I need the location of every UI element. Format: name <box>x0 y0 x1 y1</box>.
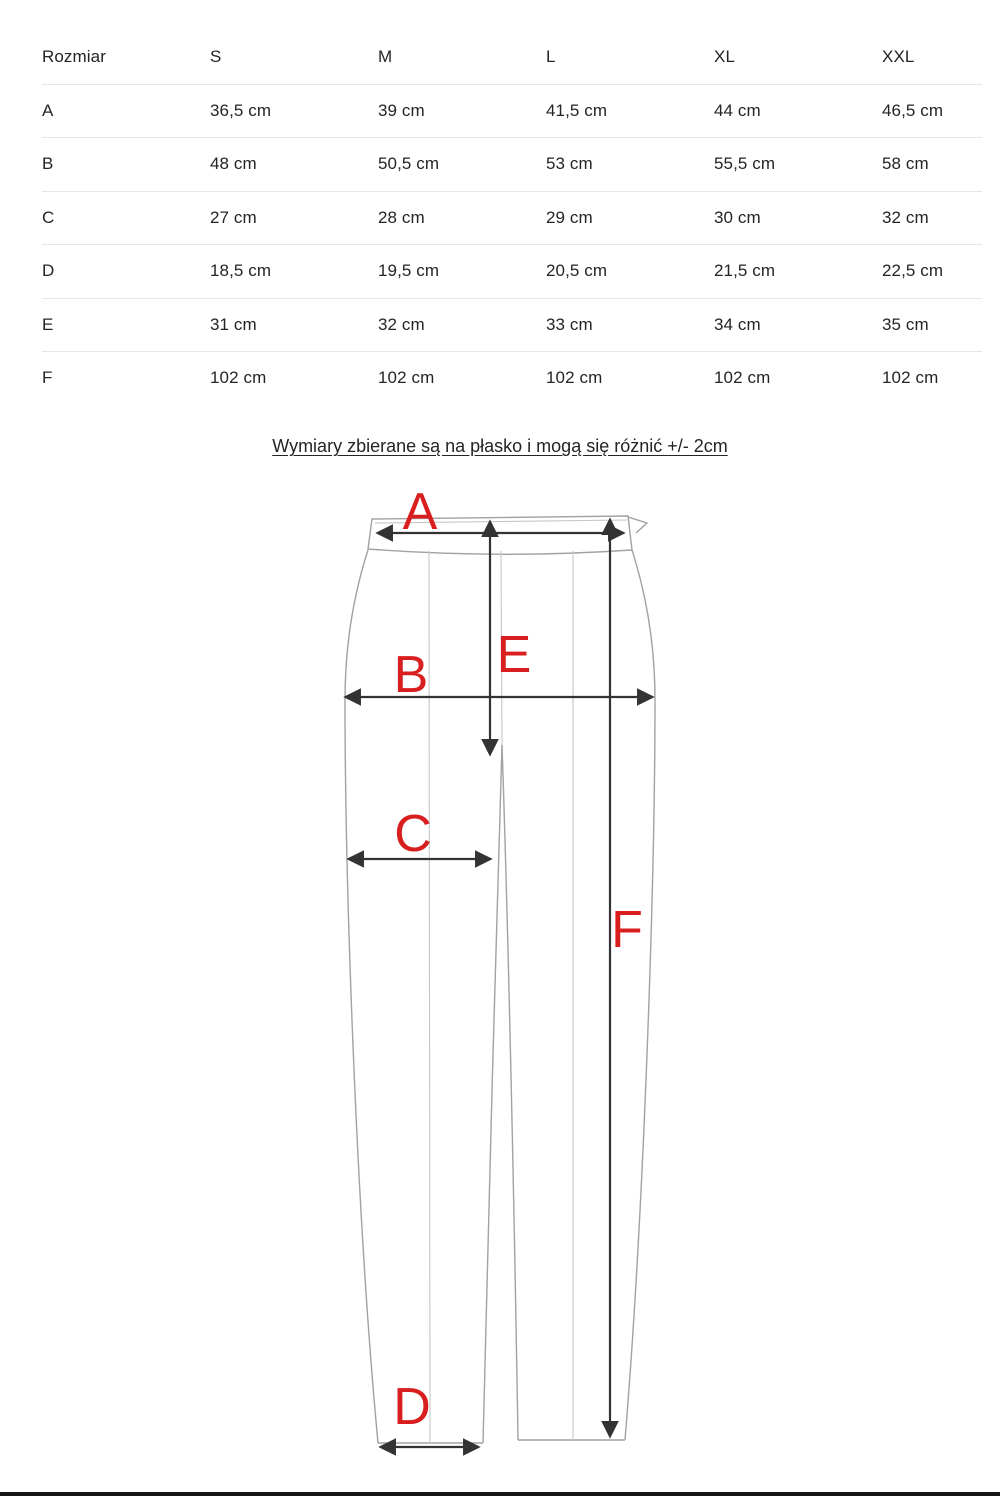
row-label: E <box>42 314 54 334</box>
table-row <box>42 244 982 298</box>
size-cell: 58 cm <box>882 154 929 174</box>
size-cell: 50,5 cm <box>378 154 440 174</box>
size-cell: 35 cm <box>882 314 929 334</box>
label-C: C <box>394 805 432 863</box>
table-row <box>42 84 982 138</box>
size-cell: 28 cm <box>378 207 425 227</box>
size-cell: 29 cm <box>546 207 593 227</box>
size-cell: 21,5 cm <box>714 261 776 281</box>
left-inseam <box>483 745 502 1443</box>
size-cell: 102 cm <box>378 368 435 388</box>
table-row <box>42 191 982 245</box>
right-inseam <box>502 745 518 1440</box>
size-cell: 27 cm <box>210 207 257 227</box>
size-cell: 41,5 cm <box>546 100 608 120</box>
size-cell: 53 cm <box>546 154 593 174</box>
size-cell: 102 cm <box>882 368 939 388</box>
column-header: M <box>378 46 393 66</box>
size-cell: 46,5 cm <box>882 100 944 120</box>
label-B: B <box>393 646 429 704</box>
label-E: E <box>496 626 532 684</box>
right-outer-seam <box>625 550 655 1440</box>
column-header: Rozmiar <box>42 46 106 66</box>
size-cell: 48 cm <box>210 154 257 174</box>
size-table <box>42 30 982 405</box>
size-cell: 102 cm <box>210 368 267 388</box>
size-cell: 34 cm <box>714 314 761 334</box>
size-cell: 102 cm <box>546 368 603 388</box>
table-row <box>42 137 982 191</box>
column-header: XXL <box>882 46 915 66</box>
table-row <box>42 298 982 352</box>
size-cell: 32 cm <box>378 314 425 334</box>
size-cell: 55,5 cm <box>714 154 776 174</box>
waistband-tab <box>628 517 647 533</box>
left-outer-seam <box>345 550 378 1443</box>
row-label: C <box>42 207 55 227</box>
size-cell: 19,5 cm <box>378 261 440 281</box>
size-cell: 44 cm <box>714 100 761 120</box>
size-cell: 32 cm <box>882 207 929 227</box>
label-A: A <box>402 483 438 541</box>
size-cell: 31 cm <box>210 314 257 334</box>
pants-diagram <box>0 480 1000 1480</box>
row-label: D <box>42 261 55 281</box>
size-cell: 30 cm <box>714 207 761 227</box>
size-cell: 102 cm <box>714 368 771 388</box>
size-cell: 22,5 cm <box>882 261 944 281</box>
table-header-row <box>42 30 982 84</box>
dimension-labels <box>393 483 643 1436</box>
size-cell: 18,5 cm <box>210 261 272 281</box>
bottom-divider <box>0 1492 1000 1496</box>
size-cell: 20,5 cm <box>546 261 608 281</box>
table-row <box>42 351 982 405</box>
column-header: S <box>210 46 222 66</box>
label-F: F <box>611 901 643 959</box>
row-label: B <box>42 154 54 174</box>
label-D: D <box>393 1378 431 1436</box>
row-label: A <box>42 100 54 120</box>
measurement-note: Wymiary zbierane są na płasko i mogą się różnić +/- 2cm <box>272 436 728 456</box>
row-label: F <box>42 368 53 388</box>
left-crease-line <box>429 551 430 1443</box>
column-header: L <box>546 46 556 66</box>
size-cell: 36,5 cm <box>210 100 272 120</box>
size-cell: 39 cm <box>378 100 425 120</box>
size-cell: 33 cm <box>546 314 593 334</box>
column-header: XL <box>714 46 735 66</box>
